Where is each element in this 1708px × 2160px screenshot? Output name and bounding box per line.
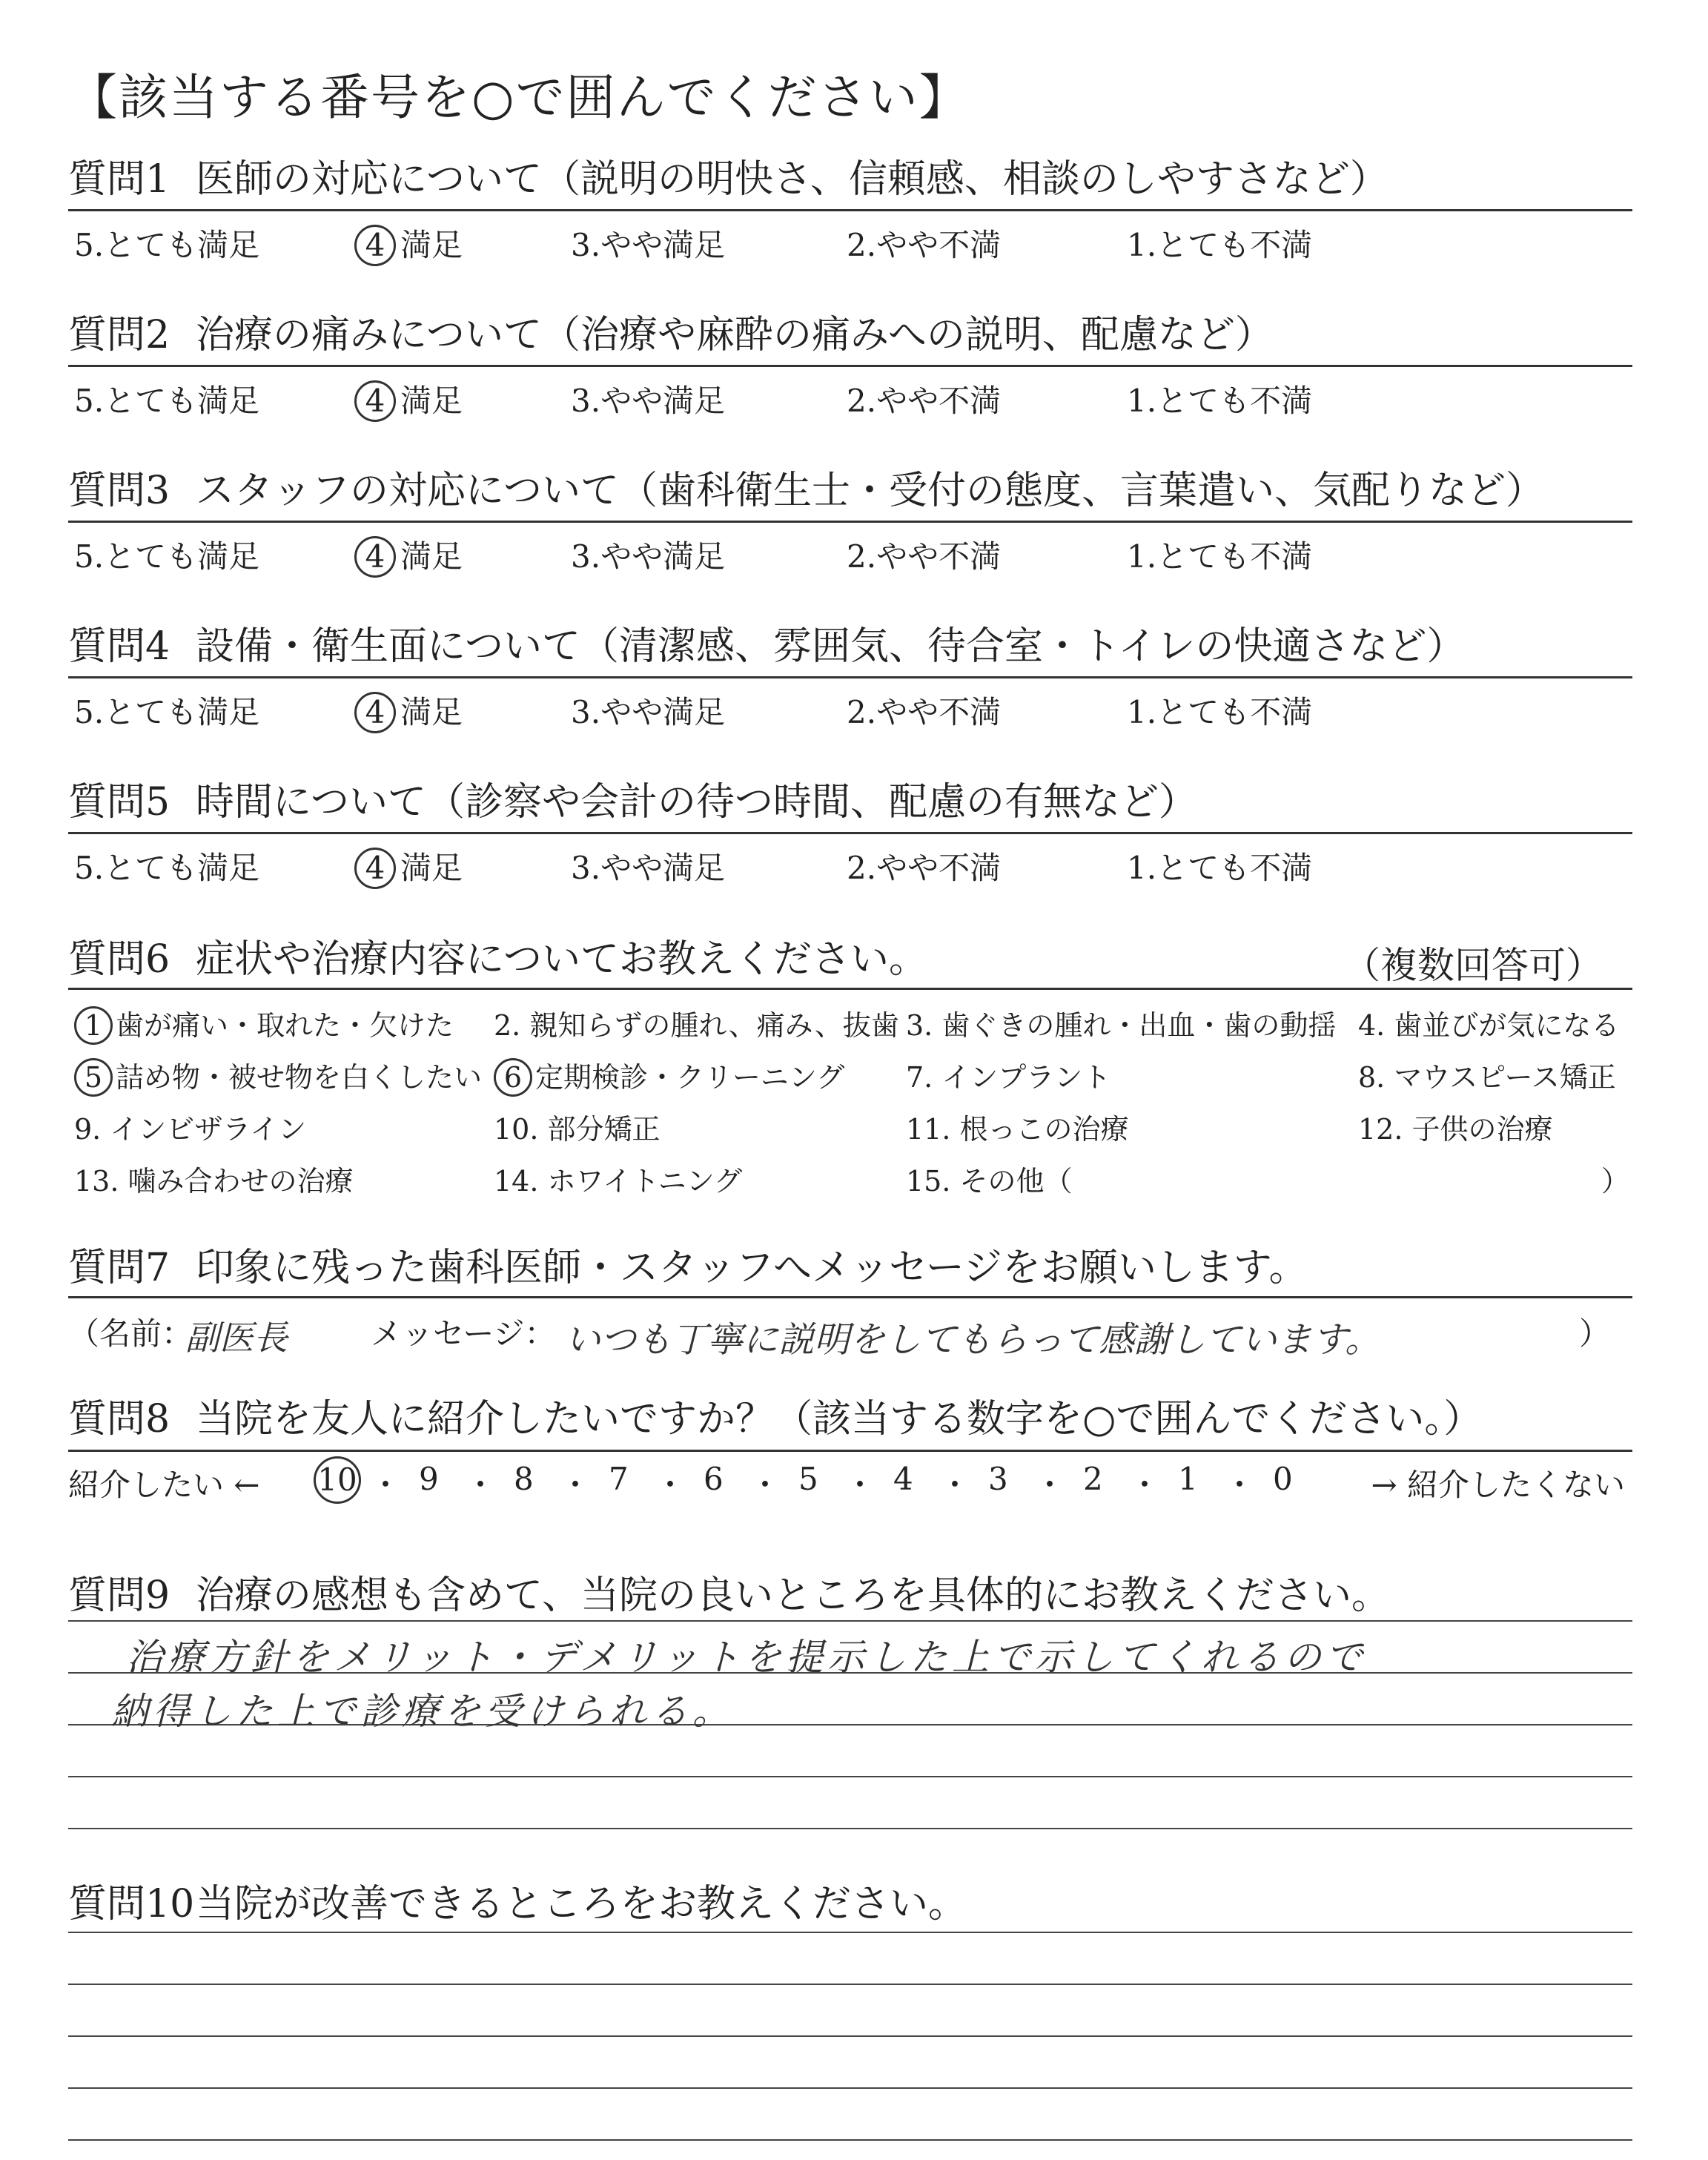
q2-option[interactable]: 2.やや不満	[847, 383, 1002, 419]
q2-option[interactable]: 5.とても満足	[74, 383, 260, 419]
q8-text: 当院を友人に紹介したいですか？（該当する数字を○で囲んでください。）	[196, 1397, 1483, 1441]
q7-close: ）	[1578, 1315, 1610, 1352]
q6-option[interactable]: 7. インプラント	[906, 1061, 1111, 1094]
q8-number-option[interactable]: 7	[609, 1461, 629, 1497]
q8-number-option[interactable]: 10	[314, 1456, 361, 1504]
q6-option[interactable]: 12. 子供の治療	[1358, 1113, 1553, 1146]
q6-number: 質問6	[68, 937, 171, 982]
q3-rule	[68, 521, 1632, 523]
q10-line-5	[68, 2139, 1632, 2141]
q7-text: 印象に残った歯科医師・スタッフへメッセージをお願いします。	[196, 1246, 1308, 1290]
selected-circle: 4	[354, 848, 396, 889]
q8-left-label: 紹介したい ←	[68, 1467, 260, 1503]
q3-title-row	[68, 467, 1632, 515]
page-title: 【該当する番号を○で囲んでください】	[68, 69, 970, 126]
q6-option[interactable]	[74, 1003, 454, 1045]
q8-separator: ・	[465, 1467, 497, 1503]
q3-option[interactable]	[354, 532, 463, 578]
q9-text: 治療の感想も含めて、当院の良いところを具体的にお教えください。	[196, 1573, 1390, 1618]
q1-option[interactable]: 1.とても不満	[1127, 227, 1313, 263]
q8-title-row	[68, 1396, 1632, 1443]
selected-circle: 5	[74, 1058, 113, 1097]
selected-circle: 4	[354, 225, 396, 266]
q6-option[interactable]: 11. 根っこの治療	[906, 1113, 1129, 1146]
q8-number-option[interactable]: 4	[893, 1461, 913, 1497]
q8-number-option[interactable]: 2	[1083, 1461, 1103, 1497]
q6-option[interactable]	[494, 1054, 844, 1097]
q6-option[interactable]: 4. 歯並びが気になる	[1358, 1009, 1620, 1042]
q6-option[interactable]: 9. インビザライン	[74, 1113, 307, 1146]
q3-option[interactable]: 5.とても満足	[74, 538, 260, 575]
selected-circle: 4	[354, 380, 396, 422]
option-label: 満足	[400, 227, 463, 263]
q8-separator: ・	[1224, 1467, 1256, 1503]
q1-rule	[68, 209, 1632, 211]
q1-title-row	[68, 156, 1632, 203]
q3-text: スタッフの対応について（歯科衛生士・受付の態度、言葉遣い、気配りなど）	[196, 469, 1544, 513]
option-label: 満足	[400, 694, 463, 730]
q1-option[interactable]	[354, 221, 463, 266]
q9-number: 質問9	[68, 1573, 171, 1618]
option-label: 満足	[400, 383, 463, 419]
q5-option[interactable]: 3.やや満足	[571, 850, 726, 886]
q6-option[interactable]: 10. 部分矯正	[494, 1113, 661, 1146]
q8-number-option[interactable]: 9	[419, 1461, 439, 1497]
q2-text: 治療の痛みについて（治療や麻酔の痛みへの説明、配慮など）	[196, 313, 1274, 357]
q8-number-option[interactable]: 8	[514, 1461, 534, 1497]
q10-title-row	[68, 1880, 1632, 1928]
q7-name-value: 副医長	[185, 1318, 288, 1358]
q2-option[interactable]: 3.やや満足	[571, 383, 726, 419]
q8-number-option[interactable]: 1	[1178, 1461, 1198, 1497]
q10-line-4	[68, 2087, 1632, 2089]
q4-option[interactable]: 1.とても不満	[1127, 694, 1313, 730]
q3-option[interactable]: 1.とても不満	[1127, 538, 1313, 575]
q8-number-option[interactable]: 0	[1273, 1461, 1293, 1497]
q7-number: 質問7	[68, 1246, 171, 1290]
option-label: 満足	[400, 850, 463, 886]
q6-option[interactable]: 2. 親知らずの腫れ、痛み、抜歯	[494, 1009, 899, 1042]
q9-line-1	[68, 1620, 1632, 1622]
q8-right-label: → 紹介したくない	[1371, 1467, 1625, 1503]
option-label: 満足	[400, 538, 463, 575]
q2-option[interactable]	[354, 377, 463, 422]
q8-separator: ・	[1129, 1467, 1161, 1503]
q6-option[interactable]: 13. 噛み合わせの治療	[74, 1165, 354, 1198]
q8-separator: ・	[370, 1467, 402, 1503]
q4-number: 質問4	[68, 624, 171, 669]
selected-circle: 4	[354, 692, 396, 733]
q9-answer-line-1: 治療方針をメリット・デメリットを提示した上で示してくれるので	[126, 1636, 1367, 1679]
option-label: 歯が痛い・取れた・欠けた	[116, 1009, 454, 1042]
q1-option[interactable]: 3.やや満足	[571, 227, 726, 263]
q4-text: 設備・衛生面について（清潔感、雰囲気、待合室・トイレの快適さなど）	[196, 624, 1466, 669]
q1-option[interactable]: 5.とても満足	[74, 227, 260, 263]
q5-option[interactable]: 2.やや不満	[847, 850, 1002, 886]
q9-line-5	[68, 1828, 1632, 1829]
q10-line-2	[68, 1984, 1632, 1985]
option-label: 定期検診・クリーニング	[535, 1061, 845, 1094]
q10-number: 質問10	[68, 1882, 195, 1926]
q6-option[interactable]	[74, 1054, 482, 1097]
q4-option[interactable]	[354, 688, 463, 733]
q7-rule	[68, 1296, 1632, 1298]
q6-note: （複数回答可）	[1343, 944, 1603, 987]
q8-separator: ・	[655, 1467, 686, 1503]
q5-text: 時間について（診察や会計の待つ時間、配慮の有無など）	[196, 780, 1197, 825]
q10-text: 当院が改善できるところをお教えください。	[196, 1882, 967, 1926]
q8-separator: ・	[939, 1467, 971, 1503]
q3-number: 質問3	[68, 469, 171, 513]
q8-separator: ・	[749, 1467, 781, 1503]
option-label: 詰め物・被せ物を白くしたい	[116, 1061, 483, 1094]
q6-option[interactable]: 15. その他（	[906, 1165, 1073, 1198]
q8-number-option[interactable]: 6	[704, 1461, 724, 1497]
q4-title-row	[68, 623, 1632, 670]
q2-rule	[68, 365, 1632, 367]
q9-line-4	[68, 1776, 1632, 1777]
q3-option[interactable]: 3.やや満足	[571, 538, 726, 575]
q6-text: 症状や治療内容についてお教えください。	[196, 937, 927, 982]
q4-option[interactable]: 2.やや不満	[847, 694, 1002, 730]
q8-separator: ・	[844, 1467, 876, 1503]
q6-rule	[68, 988, 1632, 990]
q6-option[interactable]: 3. 歯ぐきの腫れ・出血・歯の動揺	[906, 1009, 1337, 1042]
q5-option[interactable]	[354, 844, 463, 889]
q7-name-label: （名前：	[68, 1315, 193, 1352]
q5-option[interactable]: 5.とても満足	[74, 850, 260, 886]
selected-circle: 4	[354, 536, 396, 578]
q1-option[interactable]: 2.やや不満	[847, 227, 1002, 263]
q8-number: 質問8	[68, 1397, 171, 1441]
q7-message-label: メッセージ：	[371, 1315, 556, 1352]
q9-title-row	[68, 1572, 1632, 1619]
q8-rule	[68, 1450, 1632, 1452]
q5-option[interactable]: 1.とても不満	[1127, 850, 1313, 886]
q10-line-3	[68, 2035, 1632, 2037]
selected-circle: 1	[74, 1006, 113, 1045]
q7-title-row	[68, 1244, 1632, 1292]
q5-number: 質問5	[68, 780, 171, 825]
q5-rule	[68, 832, 1632, 834]
q8-number-option[interactable]: 5	[798, 1461, 818, 1497]
q6-option[interactable]: 8. マウスピース矯正	[1358, 1061, 1616, 1094]
q8-separator: ・	[560, 1467, 592, 1503]
q6-option[interactable]: ）	[1601, 1165, 1630, 1198]
q7-answer-row	[68, 1305, 1632, 1361]
q8-number-option[interactable]: 3	[988, 1461, 1008, 1497]
q4-option[interactable]: 3.やや満足	[571, 694, 726, 730]
selected-circle: 6	[494, 1058, 532, 1097]
q9-answer-line-2: 納得した上で診療を受けられる。	[111, 1690, 734, 1733]
q10-line-1	[68, 1932, 1632, 1933]
q2-title-row	[68, 311, 1632, 359]
q1-number: 質問1	[68, 157, 171, 202]
q4-rule	[68, 676, 1632, 678]
q7-message-value: いつも丁寧に説明をしてもらって感謝しています。	[565, 1319, 1381, 1361]
q2-option[interactable]: 1.とても不満	[1127, 383, 1313, 419]
q6-title-row	[68, 936, 1632, 987]
q3-option[interactable]: 2.やや不満	[847, 538, 1002, 575]
q8-separator: ・	[1034, 1467, 1066, 1503]
q6-option[interactable]: 14. ホワイトニング	[494, 1165, 743, 1198]
q5-title-row	[68, 779, 1632, 826]
q2-number: 質問2	[68, 313, 171, 357]
q4-option[interactable]: 5.とても満足	[74, 694, 260, 730]
q1-text: 医師の対応について（説明の明快さ、信頼感、相談のしやすさなど）	[196, 157, 1388, 202]
